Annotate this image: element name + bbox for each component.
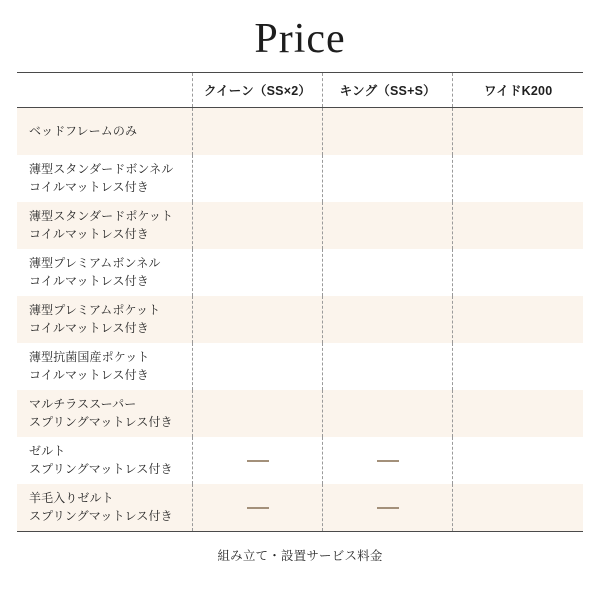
row-value-queen bbox=[192, 108, 322, 156]
table-row bbox=[17, 437, 583, 484]
row-value-queen bbox=[192, 296, 322, 343]
table-row bbox=[17, 108, 583, 156]
row-value-queen bbox=[192, 202, 322, 249]
row-value-king bbox=[323, 343, 453, 390]
row-label-line: コイルマットレス付き bbox=[29, 226, 149, 241]
row-label bbox=[17, 249, 192, 296]
row-value-king bbox=[323, 155, 453, 202]
row-label-line: マルチラススーパー bbox=[29, 397, 137, 412]
column-header-blank bbox=[17, 73, 192, 108]
row-label bbox=[17, 484, 192, 531]
price-table bbox=[17, 73, 583, 531]
table-header-row bbox=[17, 73, 583, 108]
row-value-queen bbox=[192, 390, 322, 437]
row-value-queen bbox=[192, 484, 322, 531]
row-label bbox=[17, 155, 192, 202]
row-value-king bbox=[323, 108, 453, 156]
row-label bbox=[17, 437, 192, 484]
column-header-queen: クイーン（SS×2） bbox=[192, 73, 322, 108]
row-label-line: ベッドフレームのみ bbox=[29, 123, 138, 138]
row-value-king bbox=[323, 202, 453, 249]
row-value-widek200 bbox=[453, 437, 583, 484]
row-label bbox=[17, 202, 192, 249]
footer-note: 組み立て・設置サービス料金 bbox=[217, 549, 383, 564]
row-label-line: 薄型スタンダードボンネル bbox=[29, 162, 174, 177]
row-value-widek200 bbox=[453, 296, 583, 343]
row-label-line: 薄型抗菌国産ポケット bbox=[29, 350, 150, 365]
column-header-widek200: ワイドK200 bbox=[453, 73, 583, 108]
row-label bbox=[17, 296, 192, 343]
row-label-line: 薄型スタンダードポケット bbox=[29, 209, 174, 224]
table-body bbox=[17, 108, 583, 532]
table-row bbox=[17, 155, 583, 202]
row-value-widek200 bbox=[453, 390, 583, 437]
row-value-queen bbox=[192, 437, 322, 484]
row-value-king bbox=[323, 296, 453, 343]
row-value-widek200 bbox=[453, 484, 583, 531]
row-value-widek200 bbox=[453, 108, 583, 156]
row-value-king bbox=[323, 484, 453, 531]
row-label-line: 薄型プレミアムポケット bbox=[29, 303, 161, 318]
row-value-king bbox=[323, 390, 453, 437]
table-row bbox=[17, 390, 583, 437]
row-value-widek200 bbox=[453, 249, 583, 296]
row-value-king bbox=[323, 437, 453, 484]
row-label-line: コイルマットレス付き bbox=[29, 179, 149, 194]
row-value-queen bbox=[192, 249, 322, 296]
table-row bbox=[17, 249, 583, 296]
dash-mark bbox=[377, 507, 399, 509]
row-label-line: 薄型プレミアムボンネル bbox=[29, 256, 161, 271]
row-value-king bbox=[323, 249, 453, 296]
row-label-line: コイルマットレス付き bbox=[29, 273, 149, 288]
row-label bbox=[17, 343, 192, 390]
table-row bbox=[17, 202, 583, 249]
dash-mark bbox=[247, 460, 269, 462]
row-value-queen bbox=[192, 155, 322, 202]
row-label-line: スプリングマットレス付き bbox=[29, 414, 173, 429]
row-label-line: 羊毛入りゼルト bbox=[29, 491, 114, 506]
row-value-widek200 bbox=[453, 202, 583, 249]
row-label-line: ゼルト bbox=[29, 444, 66, 459]
dash-mark bbox=[247, 507, 269, 509]
row-label-line: スプリングマットレス付き bbox=[29, 461, 173, 476]
price-table-container bbox=[17, 72, 583, 532]
row-label-line: コイルマットレス付き bbox=[29, 320, 149, 335]
row-value-widek200 bbox=[453, 155, 583, 202]
table-row bbox=[17, 343, 583, 390]
row-label bbox=[17, 390, 192, 437]
table-row bbox=[17, 484, 583, 531]
table-row bbox=[17, 296, 583, 343]
row-label-line: スプリングマットレス付き bbox=[29, 508, 173, 523]
row-value-queen bbox=[192, 343, 322, 390]
column-header-king: キング（SS+S） bbox=[323, 73, 453, 108]
row-label bbox=[17, 108, 192, 156]
page-title: Price bbox=[254, 16, 346, 62]
row-label-line: コイルマットレス付き bbox=[29, 367, 149, 382]
dash-mark bbox=[377, 460, 399, 462]
row-value-widek200 bbox=[453, 343, 583, 390]
